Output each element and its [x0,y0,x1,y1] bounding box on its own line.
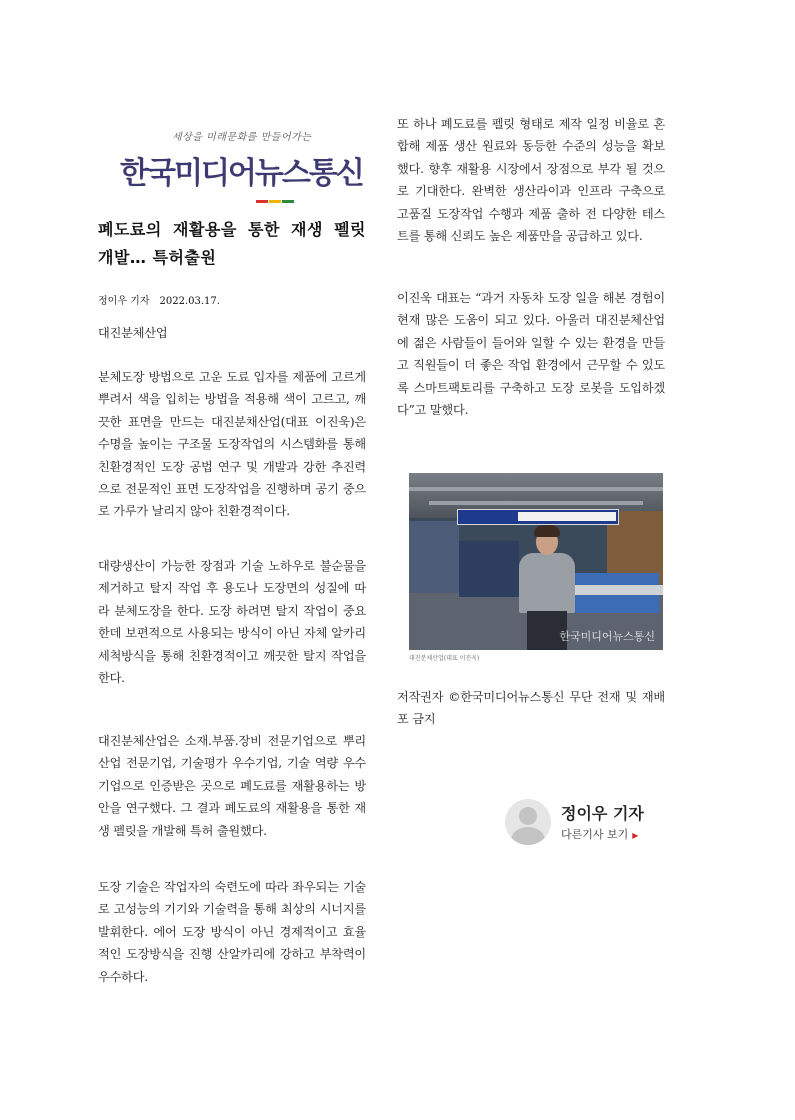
logo-accent-bar [256,188,296,191]
avatar [505,799,551,845]
photo-machine [459,541,519,597]
article-paragraph: 이진욱 대표는 “과거 자동차 도장 일을 해본 경험이 현재 많은 도움이 되고 있다. 아울러 대진분체산업에 젊은 사람들이 들어와 일할 수 있는 환경을 만들고 직원들이 더 좋은 작업 환경에서 근무할 수 있도록 스마트팩토리를 구축하고 도장 로봇을 도입하겠다”고 말했다. [397,291,665,418]
reporter-name[interactable]: 정이우 기자 [98,296,150,307]
photo-banner [457,509,619,525]
photo-sheet [569,585,663,595]
copyright-notice: 저작권자 ©한국미디어뉴스통신 무단 전재 및 재배포 금지 [397,690,665,727]
article-byline [98,292,220,307]
article-title: 폐도료의 재활용을 통한 재생 펠릿 개발… 특허출원 [98,220,366,267]
article-paragraph: 또 하나 폐도료를 펠릿 형태로 제작 일정 비율로 혼합해 제품 생산 원료와 동등한 수준의 성능을 확보했다. 향후 재활용 시장에서 장점으로 부각 될 것으로 기대한다. 완벽한 생산라이과 인프라 구축으로 고품질 도장작업 수행과 제품 출하 전 다양한 테스트를 통해 신뢰도 높은 제품만을 공급하고 있다. [397,117,665,244]
article-photo[interactable] [409,473,663,650]
article-paragraph: 분체도장 방법으로 고운 도료 입자를 제품에 고르게 뿌려서 색을 입히는 방법을 적용해 색이 고르고, 깨끗한 표면을 만드는 대진분채산업(대표 이진욱)은 수명을 높이는 구조물 도장작업의 시스템화를 통해 친환경적인 도장 공법 연구 및 개발과 강한 추진력으로 전문적인 표면 도장작업을 진행하며 공기 중으로 가루가 날리지 않아 친환경적이다. [98,370,366,519]
article-paragraph: 도장 기술은 작업자의 숙련도에 따라 좌우되는 기술로 고성능의 기기와 기술력을 통해 최상의 시너지를 발휘한다. 에어 도장 방식이 아닌 경제적이고 효율적인 도장방식을 진행 산알카리에 강하고 부착력이 우수하다. [98,880,366,984]
article-paragraph: 대량생산이 가능한 장점과 기술 노하우로 불순물을 제거하고 탈지 작업 후 용도나 도장면의 성질에 따라 분체도장을 한다. 도장 하려면 탈지 작업이 중요한데 보편적으로 사용되는 방식이 아닌 자체 알카리 세척방식을 통해 친환경적이고 깨끗한 탈지 작업을 한다. [98,559,366,686]
photo-person-body [519,553,575,613]
more-articles-label: 다른기사 보기 [561,828,629,841]
reporter-box[interactable] [505,797,665,849]
article-paragraph: 대진분체산업은 소재.부품.장비 전문기업으로 뿌리산업 전문기업, 기술평가 우수기업, 기술 역량 우수기업으로 인증받은 곳으로 폐도료를 재활용하는 방안을 연구했다. 그 결과 폐도료의 재활용을 통한 재생 펠릿을 개발해 특허 출원했다. [98,734,366,838]
photo-person-hair [534,525,560,537]
photo-beam [429,501,643,505]
company-name: 대진분체산업 [98,326,168,340]
logo-name: 한국미디어뉴스통신 [120,156,363,191]
reporter-box-name: 정이우 기자 [561,804,644,823]
photo-watermark: 한국미디어뉴스통신 [559,630,655,643]
logo-slogan: 세상을 미래문화를 만들어가는 [172,132,312,143]
photo-caption: 대진분체산업(대표 이진욱) [409,655,480,662]
more-articles-link[interactable] [561,826,638,842]
article-date: 2022.03.17. [159,296,220,307]
photo-beam [409,487,663,491]
site-logo[interactable] [120,128,363,200]
triangle-right-icon: ▶ [632,831,639,840]
